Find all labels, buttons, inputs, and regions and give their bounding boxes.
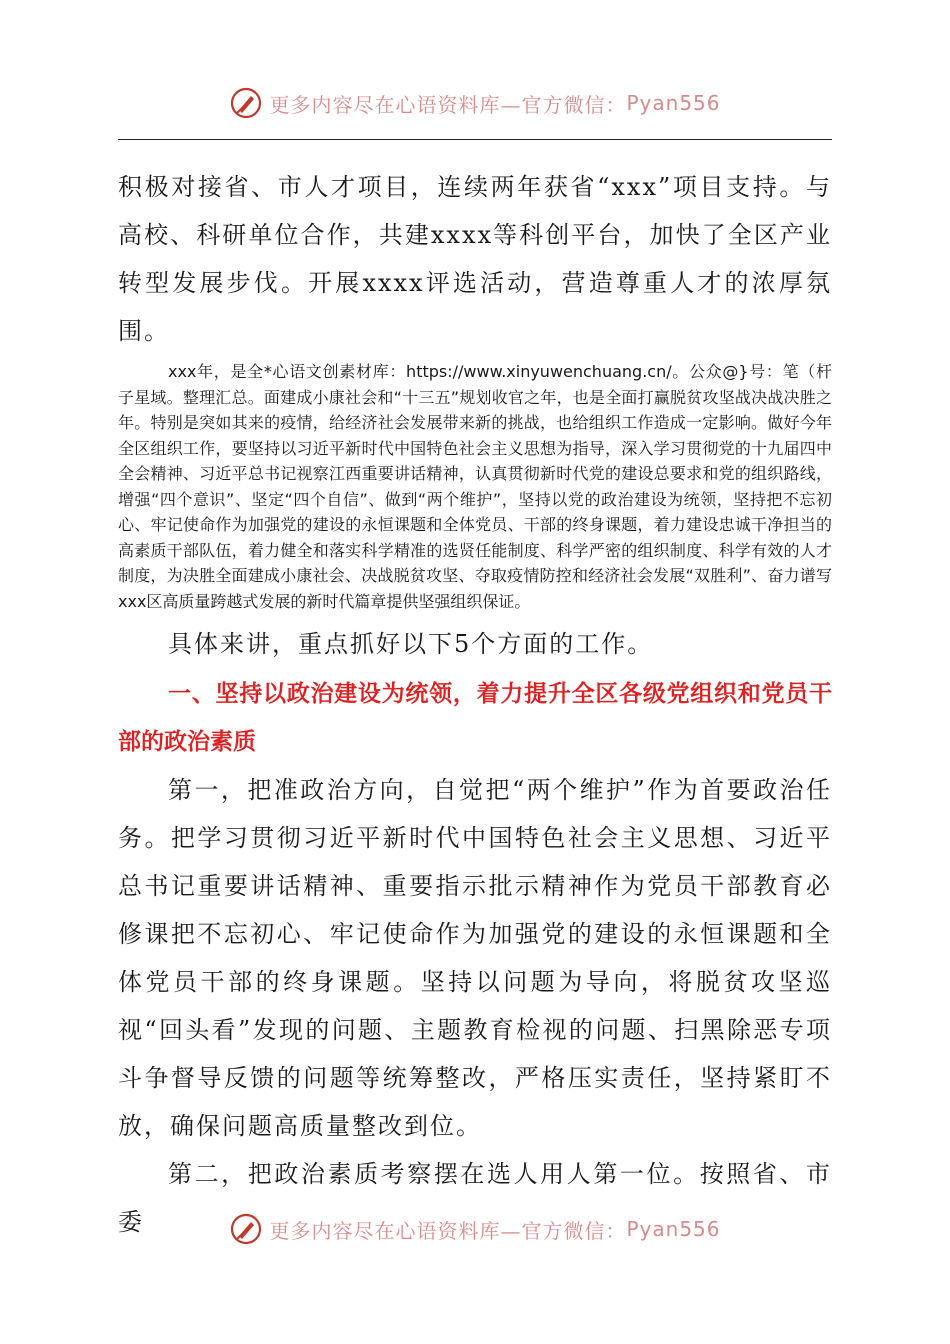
second-point-paragraph: 第二，把政治素质考察摆在选人用人第一位。按照省、市委 bbox=[118, 1160, 832, 1236]
header-banner-text: 更多内容尽在心语资料库—官方微信： bbox=[269, 92, 627, 117]
section-heading-1: 一、坚持以政治建设为统领，着力提升全区各级党组织和党员干部的政治素质 bbox=[118, 681, 832, 755]
pen-logo-icon bbox=[229, 1212, 263, 1246]
first-point-paragraph: 第一，把准政治方向，自觉把“两个维护”作为首要政治任务。把学习贯彻习近平新时代中国特色社会主义思想、习近平总书记重要讲话精神、重要指示批示精神作为党员干部教育必修课把不忘初心、牢记使命作为加强党的建设的永恒课题和全体党员干部的终身课题。坚持以问题为导向，将脱贫攻坚巡视“回头看”发现的问题、主题教育检视的问题、扫黑除恶专项斗争督导反馈的问题等统筹整改，严格压实责任，坚持紧盯不放，确保问题高质量整改到位。 bbox=[118, 776, 832, 1140]
overview-paragraph: xxx年，是全*心语文创素材库：https://www.xinyuwenchuang.cn/。公众@}号：笔（杆子星域。整理汇总。面建成小康社会和“十三五”规划收官之年，也是全面打赢脱贫攻坚战决战决胜之年。特别是突如其来的疫情，给经济社会发展带来新的挑战，也给组织工作造成一定影响。做好今年全区组织工作，要坚持以习近平新时代中国特色社会主义思想为指导，深入学习贯彻党的十九届四中全会精神、习近平总书记视察江西重要讲话精神，认真贯彻新时代党的建设总要求和党的组织路线，增强“四个意识”、坚定“四个自信”、做到“两个维护”，坚持以党的政治建设为统领，坚持把不忘初心、牢记使命作为加强党的建设的永恒课题和全体党员、干部的终身课题，着力建设忠诚干净担当的高素质干部队伍，着力健全和落实科学精准的选贤任能制度、科学严密的组织制度、科学有效的人才制度，为决胜全面建成小康社会、决战脱贫攻坚、夺取疫情防控和经济社会发展“双胜利”、奋力谱写xxx区高质量跨越式发展的新时代篇章提供坚强组织保证。 bbox=[118, 362, 832, 611]
pen-logo-icon bbox=[229, 86, 263, 120]
footer-wechat-id: Pyan556 bbox=[626, 1217, 721, 1241]
intro-paragraph: 积极对接省、市人才项目，连续两年获省“xxx”项目支持。与高校、科研单位合作，共建xxxx等科创平台，加快了全区产业转型发展步伐。开展xxxx评选活动，营造尊重人才的浓厚氛围。 bbox=[118, 173, 832, 345]
summary-paragraph: 具体来讲，重点抓好以下5个方面的工作。 bbox=[168, 630, 654, 658]
header-banner bbox=[0, 86, 950, 120]
footer-banner-text: 更多内容尽在心语资料库—官方微信： bbox=[269, 1218, 627, 1243]
header-divider bbox=[118, 139, 832, 140]
header-wechat-id: Pyan556 bbox=[626, 91, 721, 115]
document-body bbox=[118, 163, 832, 1246]
footer-banner bbox=[0, 1212, 950, 1246]
